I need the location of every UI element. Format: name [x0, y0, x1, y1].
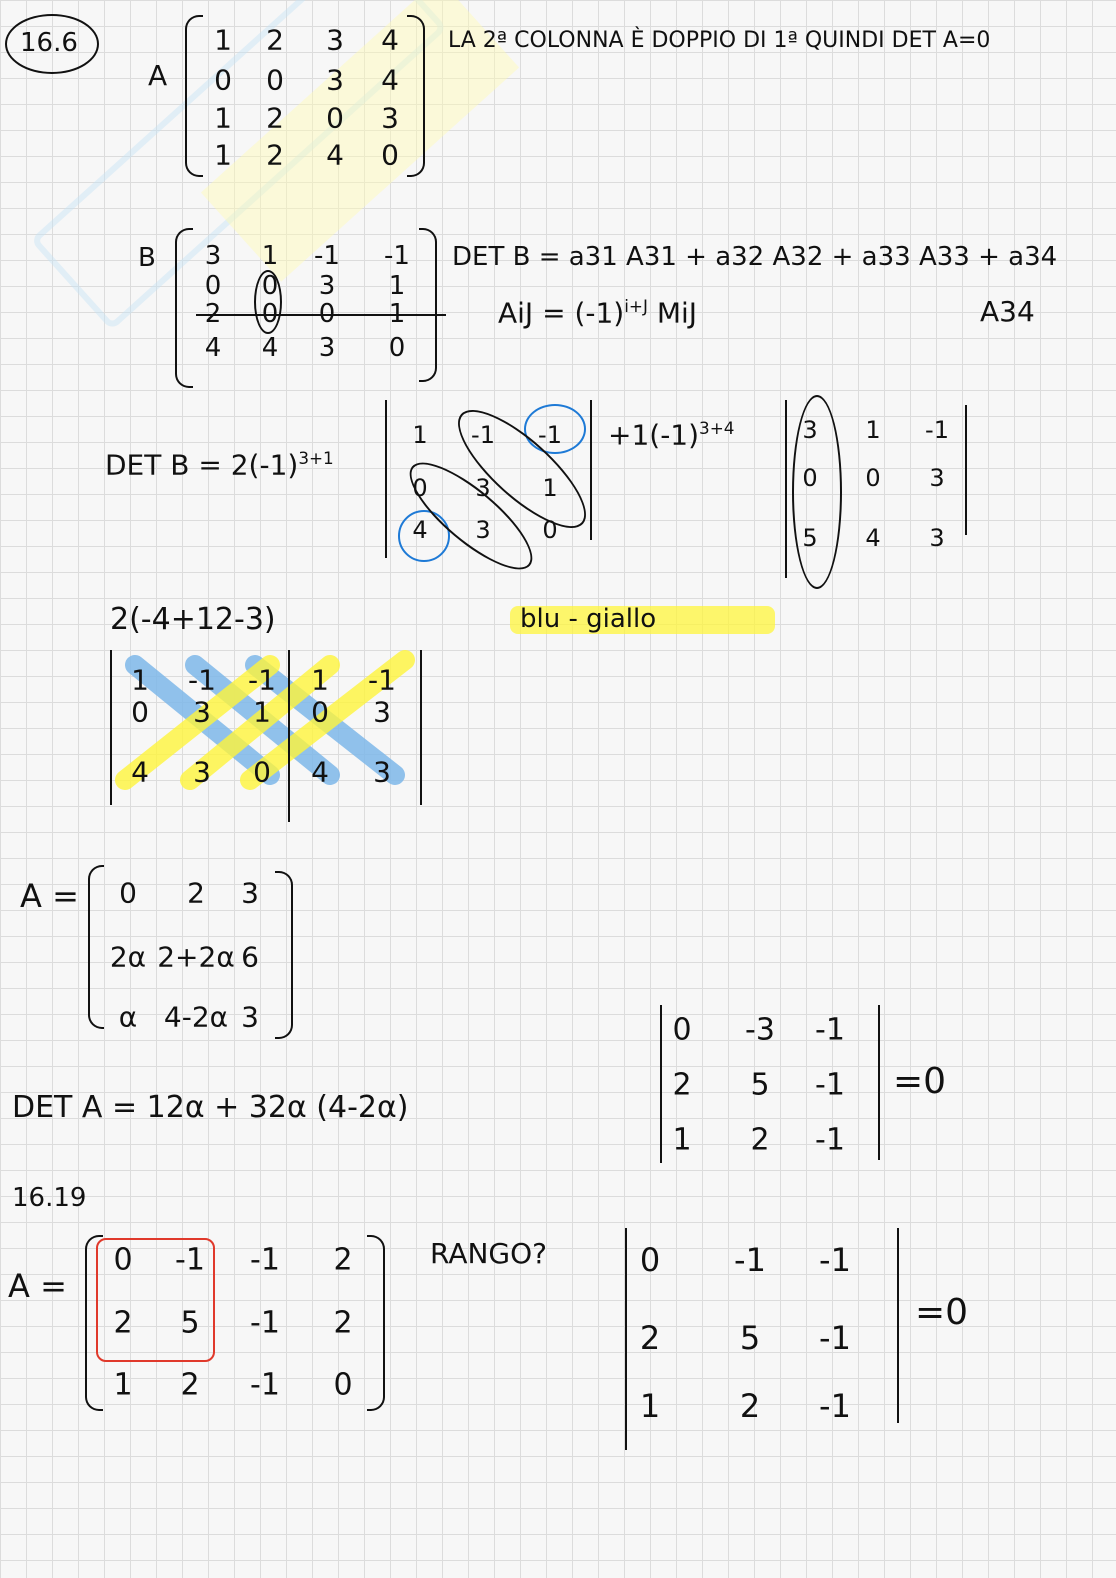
matrix-cell: 0 — [388, 333, 406, 363]
matrix-cell: 1 — [214, 101, 232, 135]
matrix-cell: 0 — [119, 876, 137, 910]
matrix-cell: 0 — [802, 464, 818, 492]
matrix-cell: 3 — [326, 23, 344, 57]
alpha-det-equals: =0 — [893, 1061, 947, 1102]
matrix-cell: 1 — [253, 695, 271, 729]
matrix-cell: -1 — [538, 421, 562, 449]
matrix-cell: 2 — [739, 1387, 761, 1425]
matrix-cell: 2 — [180, 1367, 200, 1403]
matrix-cell: -1 — [368, 663, 396, 697]
matrix-cell: 3 — [373, 755, 391, 789]
matrix-cell: -1 — [250, 1242, 280, 1278]
matrix-cell: -1 — [819, 1241, 851, 1279]
matrix-cell: 2 — [333, 1305, 353, 1341]
sarrus-matrix — [110, 650, 422, 820]
matrix-cell: 2α — [109, 940, 147, 974]
matrix-cell: 0 — [204, 271, 222, 301]
matrix-cell: 3 — [475, 516, 491, 544]
matrix-cell: 3 — [475, 474, 491, 502]
matrix-cell: 0 — [131, 695, 149, 729]
matrix-cell: -1 — [815, 1067, 845, 1103]
matrix-cell: -1 — [248, 663, 276, 697]
matrix-cell: -1 — [819, 1387, 851, 1425]
matrix-cell: 3 — [204, 241, 222, 271]
ex2-matrix-label: A = — [8, 1267, 67, 1305]
ex2-det-equals: =0 — [915, 1292, 969, 1333]
matrix-cell: -1 — [925, 416, 949, 444]
matrix-cell: 0 — [412, 474, 428, 502]
matrix-cell: 0 — [318, 299, 336, 329]
exercise-number: 16.6 — [20, 28, 78, 58]
matrix-cell: 6 — [241, 940, 259, 974]
matrix-cell: 1 — [388, 271, 406, 301]
matrix-cell: 1 — [214, 138, 232, 172]
matrix-cell: 4 — [865, 524, 881, 552]
matrix-cell: -1 — [314, 241, 340, 271]
matrix-cell: 3 — [318, 333, 336, 363]
matrix-cell: 4 — [204, 333, 222, 363]
note-column-double: LA 2ª COLONNA È DOPPIO DI 1ª QUINDI DET A=0 — [448, 28, 991, 53]
rank-question: RANGO? — [430, 1237, 548, 1270]
cofactor-a34: A34 — [980, 295, 1035, 328]
note-colors: blu - giallo — [520, 604, 657, 634]
matrix-cell: 2 — [266, 138, 284, 172]
matrix-cell: 0 — [865, 464, 881, 492]
matrix-cell: -1 — [250, 1305, 280, 1341]
matrix-b-label: B — [138, 243, 156, 273]
matrix-cell: 1 — [865, 416, 881, 444]
matrix-cell: 0 — [381, 138, 399, 172]
matrix-cell: 2 — [266, 101, 284, 135]
matrix-cell: 5 — [802, 524, 818, 552]
matrix-cell: -1 — [384, 241, 410, 271]
matrix-cell: 2 — [750, 1122, 770, 1158]
matrix-cell: 0 — [672, 1012, 692, 1048]
matrix-cell: 2 — [113, 1305, 133, 1341]
matrix-cell: -1 — [819, 1319, 851, 1357]
matrix-cell: 3 — [802, 416, 818, 444]
matrix-cell: 1 — [639, 1387, 661, 1425]
matrix-cell: 0 — [261, 271, 279, 301]
matrix-cell: 1 — [412, 421, 428, 449]
alpha-det-matrix — [660, 1005, 885, 1165]
matrix-cell: 5 — [750, 1067, 770, 1103]
det-b-expansion: DET B = a31 A31 + a32 A32 + a33 A33 + a34 — [452, 242, 1058, 272]
matrix-cell: 0 — [113, 1242, 133, 1278]
matrix-cell: 0 — [639, 1241, 661, 1279]
matrix-cell: -1 — [471, 421, 495, 449]
ex2-det-matrix — [625, 1228, 900, 1453]
matrix-cell: -1 — [815, 1122, 845, 1158]
matrix-cell: 2 — [187, 876, 205, 910]
red-minor-box — [96, 1238, 215, 1362]
matrix-cell: -1 — [175, 1242, 205, 1278]
matrix-cell: 2 — [266, 23, 284, 57]
matrix-cell: 4 — [326, 138, 344, 172]
matrix-cell: 3 — [193, 695, 211, 729]
matrix-cell: 2 — [333, 1242, 353, 1278]
matrix-cell: 3 — [326, 63, 344, 97]
matrix-cell: 3 — [373, 695, 391, 729]
matrix-cell: 0 — [326, 101, 344, 135]
matrix-cell: 4 — [131, 755, 149, 789]
matrix-cell: 1 — [261, 241, 279, 271]
matrix-cell: 1 — [113, 1367, 133, 1403]
matrix-cell: 0 — [261, 299, 279, 329]
partial-result: 2(-4+12-3) — [110, 602, 276, 637]
matrix-cell: 4-2α — [163, 1000, 229, 1034]
matrix-cell: 1 — [542, 474, 558, 502]
matrix-cell: 1 — [388, 299, 406, 329]
matrix-cell: 5 — [739, 1319, 761, 1357]
matrix-cell: -1 — [734, 1241, 766, 1279]
matrix-cell: -1 — [815, 1012, 845, 1048]
matrix-cell: -1 — [250, 1367, 280, 1403]
matrix-cell: 4 — [381, 63, 399, 97]
matrix-cell: 2 — [639, 1319, 661, 1357]
matrix-cell: 3 — [241, 1000, 259, 1034]
matrix-cell: 2+2α — [157, 940, 235, 974]
matrix-cell: α — [118, 1000, 138, 1034]
alpha-det: DET A = 12α + 32α (4-2α) — [12, 1090, 409, 1125]
plus-term: $+1(-1)^{3+4}$ — [608, 418, 735, 452]
matrix-cell: 1 — [672, 1122, 692, 1158]
matrix-cell: 4 — [311, 755, 329, 789]
matrix-cell: 3 — [929, 524, 945, 552]
matrix-cell: 0 — [333, 1367, 353, 1403]
alpha-matrix-label: A = — [20, 877, 79, 915]
matrix-cell: 2 — [204, 299, 222, 329]
matrix-cell: 0 — [214, 63, 232, 97]
matrix-cell: 3 — [318, 271, 336, 301]
alpha-matrix — [88, 865, 293, 1037]
matrix-cell: 1 — [214, 23, 232, 57]
matrix-cell: 4 — [261, 333, 279, 363]
matrix-cell: 0 — [266, 63, 284, 97]
det-b-label: DET $B = 2(-1)^{3+1}$ — [105, 448, 334, 482]
matrix-cell: 3 — [193, 755, 211, 789]
matrix-cell: 0 — [311, 695, 329, 729]
matrix-cell: 4 — [412, 516, 428, 544]
matrix-a-label: A — [148, 59, 168, 92]
matrix-cell: 0 — [253, 755, 271, 789]
matrix-cell: 4 — [381, 23, 399, 57]
matrix-cell: 3 — [381, 101, 399, 135]
matrix-cell: 0 — [542, 516, 558, 544]
cofactor-formula: AiJ = $(-1)^{i+J}$ MiJ — [498, 296, 698, 330]
matrix-cell: 5 — [180, 1305, 200, 1341]
matrix-cell: 3 — [929, 464, 945, 492]
matrix-cell: -3 — [745, 1012, 775, 1048]
matrix-cell: -1 — [188, 663, 216, 697]
matrix-cell: 1 — [311, 663, 329, 697]
matrix-cell: 1 — [131, 663, 149, 697]
matrix-cell: 3 — [241, 876, 259, 910]
exercise-number-2: 16.19 — [12, 1183, 87, 1213]
matrix-cell: 2 — [672, 1067, 692, 1103]
